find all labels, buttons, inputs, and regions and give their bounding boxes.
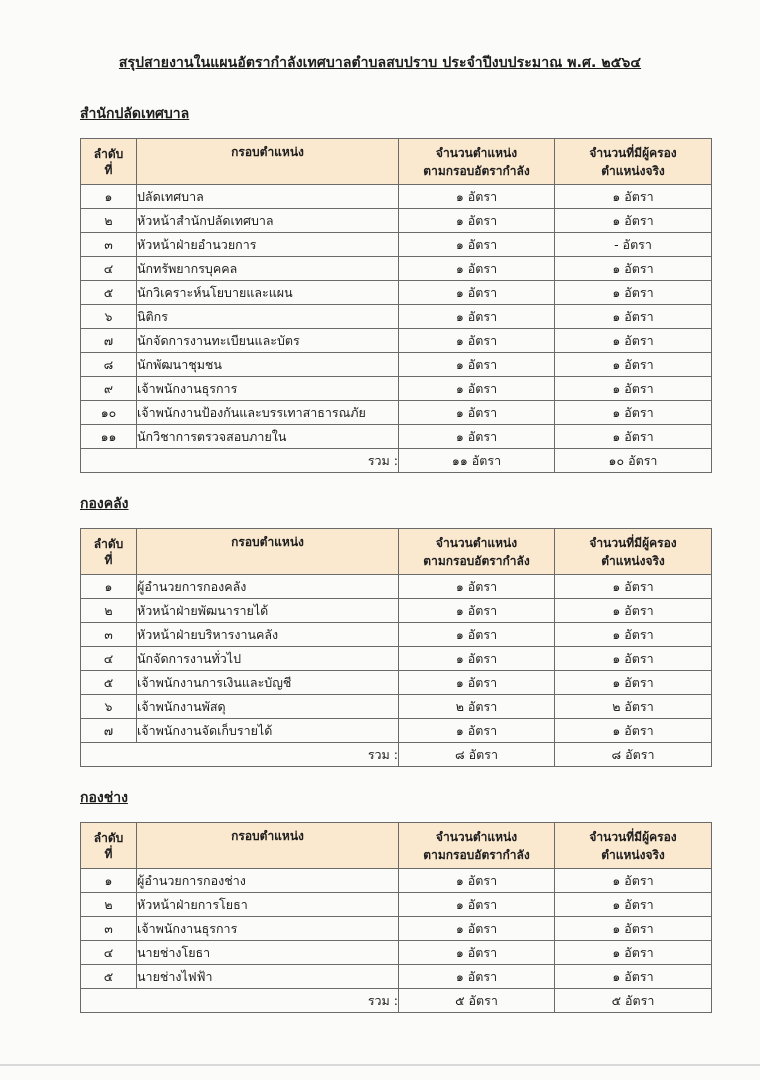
framework-count: ๑ อัตรา xyxy=(399,401,555,425)
table-row xyxy=(81,329,712,353)
row-number: ๔ xyxy=(81,647,137,671)
header-actual-line2: ตำแหน่งจริง xyxy=(601,553,665,568)
total-row xyxy=(81,989,712,1013)
table-row xyxy=(81,623,712,647)
table-row xyxy=(81,719,712,743)
position-name: เจ้าพนักงานธุรการ xyxy=(137,377,399,401)
table-row xyxy=(81,209,712,233)
framework-count: ๑ อัตรา xyxy=(399,281,555,305)
row-number: ๑๐ xyxy=(81,401,137,425)
framework-count: ๑ อัตรา xyxy=(399,353,555,377)
actual-count: ๑ อัตรา xyxy=(555,893,712,917)
framework-count: ๑ อัตรา xyxy=(399,185,555,209)
framework-count: ๑ อัตรา xyxy=(399,917,555,941)
position-name: ปลัดเทศบาล xyxy=(137,185,399,209)
actual-count: ๑ อัตรา xyxy=(555,719,712,743)
row-number: ๔ xyxy=(81,941,137,965)
actual-count: ๑ อัตรา xyxy=(555,941,712,965)
position-name: นักจัดการงานทั่วไป xyxy=(137,647,399,671)
row-number: ๙ xyxy=(81,377,137,401)
position-name: นักทรัพยากรบุคคล xyxy=(137,257,399,281)
position-name: นักวิชาการตรวจสอบภายใน xyxy=(137,425,399,449)
row-number: ๕ xyxy=(81,965,137,989)
row-number: ๑ xyxy=(81,869,137,893)
actual-count: ๑ อัตรา xyxy=(555,329,712,353)
row-number: ๓ xyxy=(81,233,137,257)
table-row xyxy=(81,257,712,281)
row-number: ๓ xyxy=(81,623,137,647)
actual-count: ๑ อัตรา xyxy=(555,305,712,329)
header-actual xyxy=(555,529,712,575)
table-row xyxy=(81,281,712,305)
position-name: หัวหน้าสำนักปลัดเทศบาล xyxy=(137,209,399,233)
table-row xyxy=(81,233,712,257)
table-row xyxy=(81,869,712,893)
row-number: ๑ xyxy=(81,575,137,599)
table-row xyxy=(81,185,712,209)
actual-count: ๑ อัตรา xyxy=(555,575,712,599)
actual-count: ๑ อัตรา xyxy=(555,377,712,401)
framework-count: ๑ อัตรา xyxy=(399,869,555,893)
header-framework xyxy=(399,823,555,869)
framework-count: ๑ อัตรา xyxy=(399,575,555,599)
header-actual xyxy=(555,823,712,869)
row-number: ๔ xyxy=(81,257,137,281)
row-number: ๒ xyxy=(81,599,137,623)
position-name: หัวหน้าฝ่ายอำนวยการ xyxy=(137,233,399,257)
row-number: ๕ xyxy=(81,281,137,305)
row-number: ๒ xyxy=(81,893,137,917)
header-framework-line1: จำนวนตำแหน่ง xyxy=(435,829,518,844)
total-actual: ๑๐ อัตรา xyxy=(555,449,712,473)
table-row xyxy=(81,599,712,623)
actual-count: ๑ อัตรา xyxy=(555,965,712,989)
framework-count: ๑ อัตรา xyxy=(399,599,555,623)
header-actual-line2: ตำแหน่งจริง xyxy=(601,163,665,178)
table-row xyxy=(81,917,712,941)
position-name: เจ้าพนักงานพัสดุ xyxy=(137,695,399,719)
row-number: ๖ xyxy=(81,695,137,719)
positions-table-engineering xyxy=(80,822,712,1013)
header-actual-line2: ตำแหน่งจริง xyxy=(601,847,665,862)
actual-count: ๑ อัตรา xyxy=(555,401,712,425)
framework-count: ๑ อัตรา xyxy=(399,671,555,695)
table-row xyxy=(81,893,712,917)
row-number: ๕ xyxy=(81,671,137,695)
header-actual-line1: จำนวนที่มีผู้ครอง xyxy=(589,829,677,844)
framework-count: ๑ อัตรา xyxy=(399,257,555,281)
total-framework: ๕ อัตรา xyxy=(399,989,555,1013)
actual-count: ๑ อัตรา xyxy=(555,281,712,305)
framework-count: ๑ อัตรา xyxy=(399,305,555,329)
total-framework: ๑๑ อัตรา xyxy=(399,449,555,473)
position-name: นิติกร xyxy=(137,305,399,329)
actual-count: ๒ อัตรา xyxy=(555,695,712,719)
total-framework: ๘ อัตรา xyxy=(399,743,555,767)
framework-count: ๑ อัตรา xyxy=(399,965,555,989)
row-number: ๗ xyxy=(81,329,137,353)
total-row xyxy=(81,449,712,473)
framework-count: ๑ อัตรา xyxy=(399,209,555,233)
framework-count: ๑ อัตรา xyxy=(399,719,555,743)
position-name: นายช่างโยธา xyxy=(137,941,399,965)
header-framework-line2: ตามกรอบอัตรากำลัง xyxy=(423,847,530,862)
actual-count: ๑ อัตรา xyxy=(555,209,712,233)
header-framework-line1: จำนวนตำแหน่ง xyxy=(435,535,518,550)
row-number: ๑ xyxy=(81,185,137,209)
position-name: นายช่างไฟฟ้า xyxy=(137,965,399,989)
positions-table-finance xyxy=(80,528,712,767)
position-name: เจ้าพนักงานจัดเก็บรายได้ xyxy=(137,719,399,743)
total-label: รวม : xyxy=(81,743,399,767)
framework-count: ๑ อัตรา xyxy=(399,233,555,257)
header-no-label: ลำดับที่ xyxy=(93,146,124,177)
row-number: ๘ xyxy=(81,353,137,377)
framework-count: ๑ อัตรา xyxy=(399,377,555,401)
table-row xyxy=(81,425,712,449)
actual-count: ๑ อัตรา xyxy=(555,647,712,671)
header-position: กรอบตำแหน่ง xyxy=(137,139,399,185)
total-actual: ๘ อัตรา xyxy=(555,743,712,767)
actual-count: - อัตรา xyxy=(555,233,712,257)
actual-count: ๑ อัตรา xyxy=(555,353,712,377)
section-heading-finance: กองคลัง xyxy=(80,496,129,512)
page-bottom-edge xyxy=(0,1064,760,1066)
total-label: รวม : xyxy=(81,449,399,473)
table-row xyxy=(81,965,712,989)
header-position: กรอบตำแหน่ง xyxy=(137,529,399,575)
framework-count: ๑ อัตรา xyxy=(399,329,555,353)
total-label: รวม : xyxy=(81,989,399,1013)
header-no-label: ลำดับที่ xyxy=(93,830,124,861)
actual-count: ๑ อัตรา xyxy=(555,425,712,449)
actual-count: ๑ อัตรา xyxy=(555,185,712,209)
header-actual xyxy=(555,139,712,185)
position-name: นักพัฒนาชุมชน xyxy=(137,353,399,377)
table-row xyxy=(81,353,712,377)
framework-count: ๑ อัตรา xyxy=(399,623,555,647)
position-name: นักจัดการงานทะเบียนและบัตร xyxy=(137,329,399,353)
row-number: ๗ xyxy=(81,719,137,743)
document-title: สรุปสายงานในแผนอัตรากำลังเทศบาลตำบลสบปราบ ประจำปีงบประมาณ พ.ศ. ๒๕๖๔ xyxy=(118,55,642,71)
row-number: ๒ xyxy=(81,209,137,233)
actual-count: ๑ อัตรา xyxy=(555,869,712,893)
row-number: ๖ xyxy=(81,305,137,329)
framework-count: ๑ อัตรา xyxy=(399,941,555,965)
header-framework-line2: ตามกรอบอัตรากำลัง xyxy=(423,553,530,568)
header-no xyxy=(81,823,137,869)
position-name: เจ้าพนักงานป้องกันและบรรเทาสาธารณภัย xyxy=(137,401,399,425)
position-name: เจ้าพนักงานธุรการ xyxy=(137,917,399,941)
table-row xyxy=(81,305,712,329)
framework-count: ๑ อัตรา xyxy=(399,425,555,449)
actual-count: ๑ อัตรา xyxy=(555,917,712,941)
position-name: ผู้อำนวยการกองคลัง xyxy=(137,575,399,599)
position-name: ผู้อำนวยการกองช่าง xyxy=(137,869,399,893)
header-framework xyxy=(399,529,555,575)
framework-count: ๑ อัตรา xyxy=(399,647,555,671)
table-row xyxy=(81,647,712,671)
row-number: ๑๑ xyxy=(81,425,137,449)
table-row xyxy=(81,671,712,695)
position-name: หัวหน้าฝ่ายพัฒนารายได้ xyxy=(137,599,399,623)
header-no xyxy=(81,139,137,185)
section-heading-office: สำนักปลัดเทศบาล xyxy=(80,106,190,122)
actual-count: ๑ อัตรา xyxy=(555,623,712,647)
framework-count: ๑ อัตรา xyxy=(399,893,555,917)
header-position: กรอบตำแหน่ง xyxy=(137,823,399,869)
header-actual-line1: จำนวนที่มีผู้ครอง xyxy=(589,535,677,550)
row-number: ๓ xyxy=(81,917,137,941)
actual-count: ๑ อัตรา xyxy=(555,599,712,623)
table-row xyxy=(81,941,712,965)
header-framework-line2: ตามกรอบอัตรากำลัง xyxy=(423,163,530,178)
header-no-label: ลำดับที่ xyxy=(93,536,124,567)
position-name: นักวิเคราะห์นโยบายและแผน xyxy=(137,281,399,305)
framework-count: ๒ อัตรา xyxy=(399,695,555,719)
actual-count: ๑ อัตรา xyxy=(555,671,712,695)
position-name: เจ้าพนักงานการเงินและบัญชี xyxy=(137,671,399,695)
header-no xyxy=(81,529,137,575)
position-name: หัวหน้าฝ่ายบริหารงานคลัง xyxy=(137,623,399,647)
total-actual: ๕ อัตรา xyxy=(555,989,712,1013)
table-row xyxy=(81,695,712,719)
table-row xyxy=(81,401,712,425)
actual-count: ๑ อัตรา xyxy=(555,257,712,281)
table-row xyxy=(81,575,712,599)
header-framework-line1: จำนวนตำแหน่ง xyxy=(435,145,518,160)
table-row xyxy=(81,377,712,401)
positions-table-office xyxy=(80,138,712,473)
position-name: หัวหน้าฝ่ายการโยธา xyxy=(137,893,399,917)
total-row xyxy=(81,743,712,767)
header-framework xyxy=(399,139,555,185)
header-actual-line1: จำนวนที่มีผู้ครอง xyxy=(589,145,677,160)
section-heading-engineering: กองช่าง xyxy=(80,790,128,806)
